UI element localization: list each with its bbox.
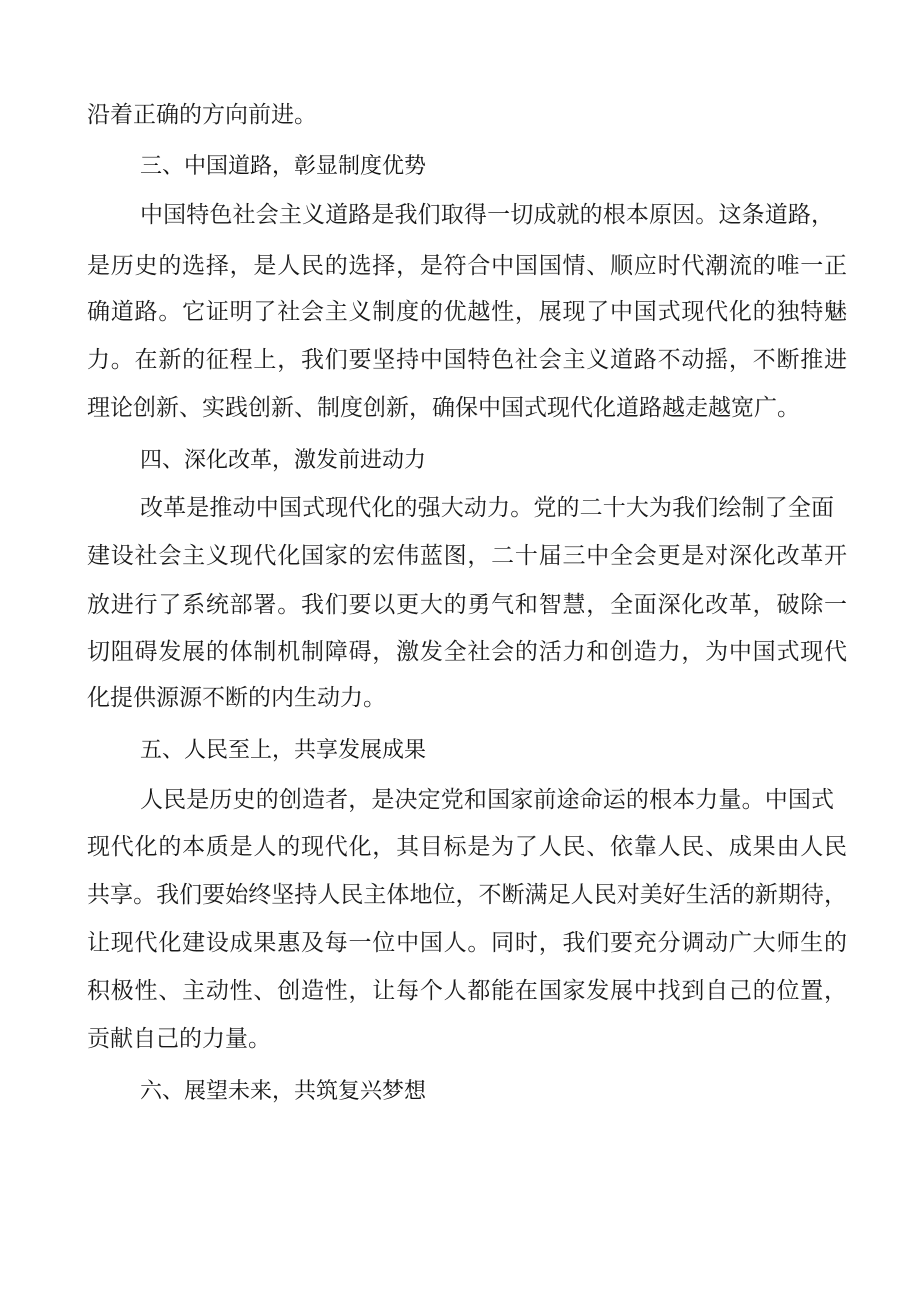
section-3-line-2: 是历史的选择，是人民的选择，是符合中国国情、顺应时代潮流的唯一正 [87,253,847,279]
section-5-line-3: 共享。我们要始终坚持人民主体地位，不断满足人民对美好生活的新期待， [87,882,847,908]
section-4-line-5: 化提供源源不断的内生动力。 [87,685,386,711]
section-4-line-4: 切阻碍发展的体制机制障碍，激发全社会的活力和创造力，为中国式现代 [87,639,847,665]
section-4-heading: 四、深化改革，激发前进动力 [140,448,427,473]
section-5-heading: 五、人民至上，共享发展成果 [140,738,427,763]
section-4-line-1: 改革是推动中国式现代化的强大动力。党的二十大为我们绘制了全面 [140,495,834,521]
section-5-line-6: 贡献自己的力量。 [87,1026,271,1052]
section-5-line-1: 人民是历史的创造者，是决定党和国家前途命运的根本力量。中国式 [140,787,834,813]
section-5-line-5: 积极性、主动性、创造性，让每个人都能在国家发展中找到自己的位置， [87,978,847,1004]
section-6-heading: 六、展望未来，共筑复兴梦想 [140,1079,427,1104]
section-5-line-4: 让现代化建设成果惠及每一位中国人。同时，我们要充分调动广大师生的 [87,930,847,956]
section-4-line-2: 建设社会主义现代化国家的宏伟蓝图，二十届三中全会更是对深化改革开 [87,543,847,569]
section-4-line-3: 放进行了系统部署。我们要以更大的勇气和智慧，全面深化改革，破除一 [87,592,847,618]
section-3-line-1: 中国特色社会主义道路是我们取得一切成就的根本原因。这条道路， [140,202,834,228]
section-3-line-4: 力。在新的征程上，我们要坚持中国特色社会主义道路不动摇，不断推进 [87,347,847,373]
section-3-line-3: 确道路。它证明了社会主义制度的优越性，展现了中国式现代化的独特魅 [87,299,847,325]
section-5-line-2: 现代化的本质是人的现代化，其目标是为了人民、依靠人民、成果由人民 [87,834,847,860]
section-3-heading: 三、中国道路，彰显制度优势 [140,154,427,179]
section-3-line-5: 理论创新、实践创新、制度创新，确保中国式现代化道路越走越宽广。 [87,395,800,421]
intro-line: 沿着正确的方向前进。 [87,102,317,128]
